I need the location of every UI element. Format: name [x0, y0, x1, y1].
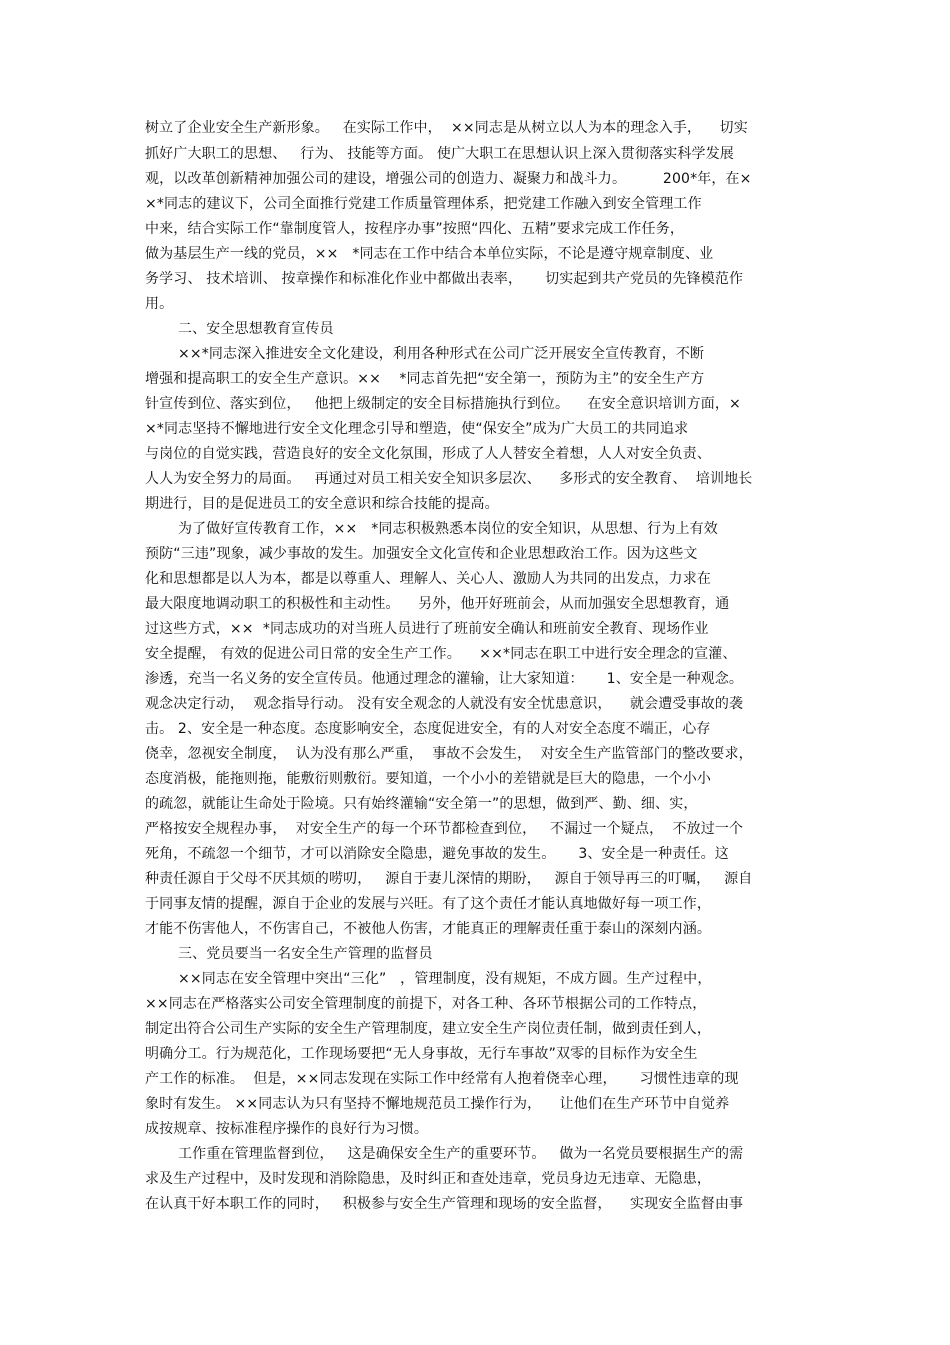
text-line: 针宣传到位、落实到位， 他把上级制定的安全目标措施执行到位。 在安全意识培训方面，×	[145, 396, 741, 412]
text-line: 用。	[145, 296, 174, 312]
text-line: 化和思想都是以人为本，都是以尊重人、理解人、关心人、激励人为共同的出发点，力求在	[145, 571, 711, 587]
text-line: 最大限度地调动职工的积极性和主动性。 另外，他开好班前会，从而加强安全思想教育，通	[145, 596, 730, 612]
text-line: 过这些方式，×× *同志成功的对当班人员进行了班前安全确认和班前安全教育、现场作业	[145, 621, 709, 637]
text-line: 侥幸，忽视安全制度， 认为没有那么严重， 事故不会发生， 对安全生产监管部门的整改要求，	[145, 746, 753, 762]
text-line: 为了做好宣传教育工作，×× *同志积极熟悉本岗位的安全知识，从思想、行为上有效	[178, 521, 718, 537]
text-line: 做为基层生产一线的党员，×× *同志在工作中结合本单位实际，不论是遵守规章制度、业	[145, 246, 714, 262]
text-line: 于同事友情的提醒，源自于企业的发展与兴旺。有了这个责任才能认真地做好每一项工作，	[145, 896, 711, 912]
text-line: 期进行，目的是促进员工的安全意识和综合技能的提高。	[145, 496, 499, 512]
text-line: ×*同志的建议下，公司全面推行党建工作质量管理体系，把党建工作融入到安全管理工作	[145, 196, 702, 212]
text-line: 求及生产过程中，及时发现和消除隐患，及时纠正和查处违章，党员身边无违章、无隐患，	[145, 1171, 711, 1187]
text-line: 成按规章、按标准程序操作的良好行为习惯。	[145, 1121, 428, 1137]
text-line: 观念决定行动， 观念指导行动。 没有安全观念的人就没有安全忧患意识， 就会遭受事故的袭	[145, 696, 744, 712]
text-line: 死角，不疏忽一个细节，才可以消除安全隐患，避免事故的发生。 3、安全是一种责任。这	[145, 846, 729, 862]
text-line: 种责任源自于父母不厌其烦的唠叨， 源自于妻儿深情的期盼， 源自于领导再三的叮嘱， 源自	[145, 871, 753, 887]
text-line: 渗透，充当一名义务的安全宣传员。他通过理念的灌输，让大家知道： 1、安全是一种观念。	[145, 671, 744, 687]
text-line: 在认真干好本职工作的同时， 积极参与安全生产管理和现场的安全监督， 实现安全监督由事	[145, 1196, 744, 1212]
text-line: 制定出符合公司生产实际的安全生产管理制度，建立安全生产岗位责任制，做到责任到人，	[145, 1021, 711, 1037]
text-line: ××同志在安全管理中突出“三化” ，管理制度，没有规矩，不成方圆。生产过程中，	[178, 971, 712, 987]
text-line: 工作重在管理监督到位， 这是确保安全生产的重要环节。 做为一名党员要根据生产的需	[178, 1146, 744, 1162]
text-line: ×*同志坚持不懈地进行安全文化理念引导和塑造，使“保安全”成为广大员工的共同追求	[145, 421, 689, 437]
text-line: 态度消极，能拖则拖，能敷衍则敷衍。要知道，一个小小的差错就是巨大的隐患，一个小小	[145, 771, 711, 787]
text-line: 击。 2、安全是一种态度。态度影响安全，态度促进安全，有的人对安全态度不端正，心存	[145, 721, 711, 737]
text-line: 树立了企业安全生产新形象。 在实际工作中， ××同志是从树立以人为本的理念入手， 切实	[145, 120, 748, 136]
text-line: 才能不伤害他人，不伤害自己，不被他人伤害，才能真正的理解责任重于泰山的深刻内涵。	[145, 921, 711, 937]
text-line: 象时有发生。 ××同志认为只有坚持不懈地规范员工操作行为， 让他们在生产环节中自觉养	[145, 1096, 730, 1112]
text-line: 安全提醒， 有效的促进公司日常的安全生产工作。 ××*同志在职工中进行安全理念的宣灌、	[145, 646, 737, 662]
text-line: 务学习、 技术培训、 按章操作和标准化作业中都做出表率， 切实起到共产党员的先锋模范作	[145, 271, 744, 287]
text-line: 人人为安全努力的局面。 再通过对员工相关安全知识多层次、 多形式的安全教育、 培训地长	[145, 471, 753, 487]
text-line: ××同志在严格落实公司安全管理制度的前提下，对各工种、各环节根据公司的工作特点，	[145, 996, 707, 1012]
text-line: 与岗位的自觉实践，营造良好的安全文化氛围，形成了人人替安全着想，人人对安全负责、	[145, 446, 711, 462]
text-line: 产工作的标准。 但是，××同志发现在实际工作中经常有人抱着侥幸心理， 习惯性违章的现	[145, 1071, 739, 1087]
text-line: 严格按安全规程办事， 对安全生产的每一个环节都检查到位， 不漏过一个疑点， 不放过一个	[145, 821, 744, 837]
text-line: ××*同志深入推进安全文化建设，利用各种形式在公司广泛开展安全宣传教育，不断	[178, 346, 705, 362]
section-heading: 三、党员要当一名安全生产管理的监督员	[178, 946, 433, 962]
text-line: 增强和提高职工的安全生产意识。×× *同志首先把“安全第一，预防为主”的安全生产方	[145, 371, 705, 387]
text-line: 明确分工。行为规范化，工作现场要把“无人身事故，无行车事故”双零的目标作为安全生	[145, 1046, 698, 1062]
text-line: 预防“三违”现象，减少事故的发生。加强安全文化宣传和企业思想政治工作。因为这些文	[145, 546, 698, 562]
text-line: 观，以改革创新精神加强公司的建设，增强公司的创造力、凝聚力和战斗力。 200*年，在×	[145, 171, 752, 187]
text-line: 的疏忽，就能让生命处于险境。只有始终灌输“安全第一”的思想，做到严、勤、细、实，	[145, 796, 698, 812]
text-line: 抓好广大职工的思想、 行为、 技能等方面。 使广大职工在思想认识上深入贯彻落实科学发展	[145, 146, 734, 162]
text-line: 中来，结合实际工作“靠制度管人，按程序办事”按照“四化、五精”要求完成工作任务，	[145, 221, 685, 237]
section-heading: 二、安全思想教育宣传员	[178, 321, 334, 337]
